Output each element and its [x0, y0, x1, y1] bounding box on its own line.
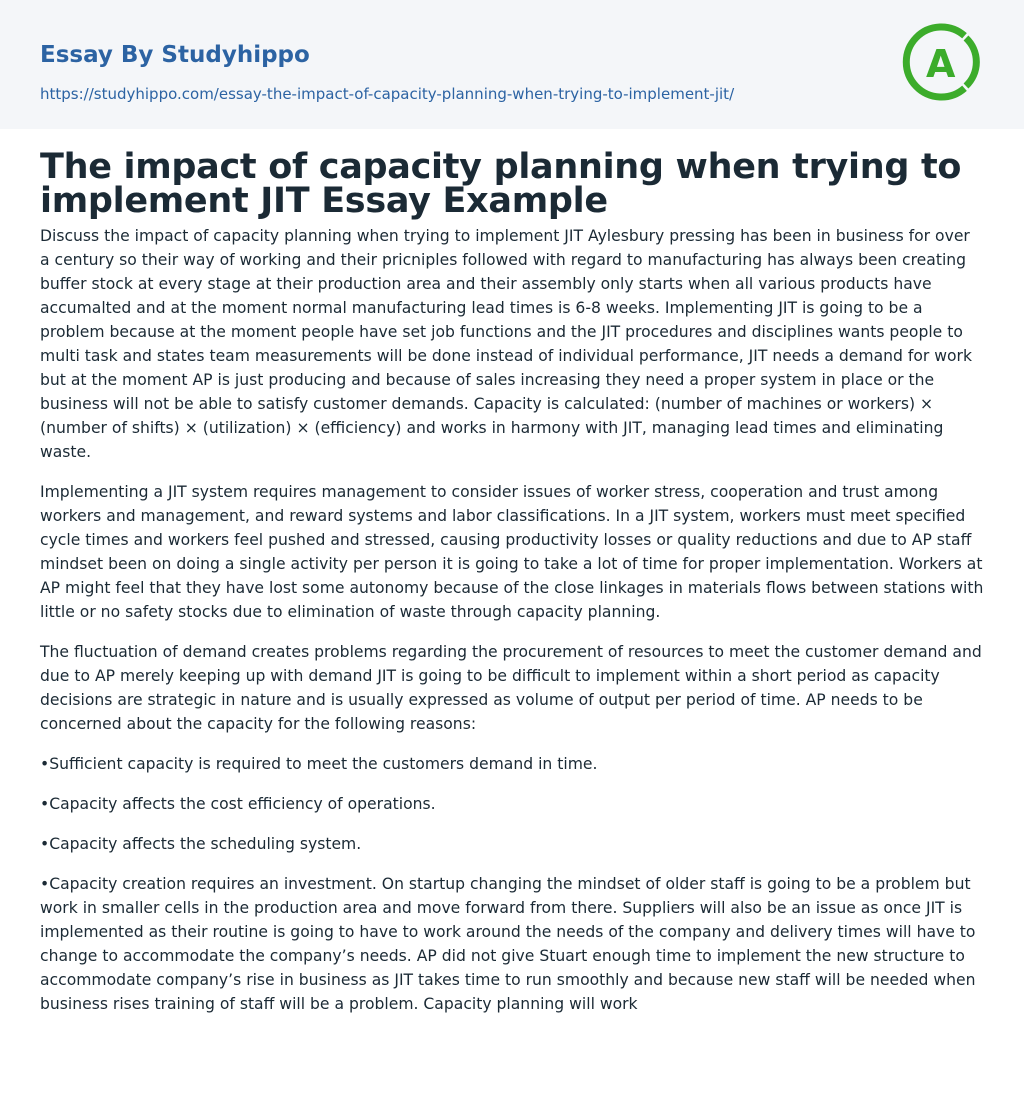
article-paragraph: Discuss the impact of capacity planning when trying to implement JIT Aylesbury pressing has been in business for over a century so their way of working and their pricniples followed with regard to manufacturing has always been creating buffer stock at every stage at their production area and their assembly only starts when all various products have accumalted and at the moment normal manufacturing lead times is 6-8 weeks. Implementing JIT is going to be a problem because at the moment people have set job functions and the JIT procedures and disciplines wants people to multi task and states team measurements will be done instead of individual performance, JIT needs a demand for work but at the moment AP is just producing and because of sales increasing they need a proper system in place or the business will not be able to satisfy customer demands. Capacity is calculated: (number of machines or workers) × (number of shifts) × (utilization) × (efficiency) and works in harmony with JIT, managing lead times and eliminating waste.: [40, 227, 972, 461]
bullet-item: •Capacity affects the cost efficiency of operations.: [40, 795, 436, 813]
article-paragraph: Implementing a JIT system requires management to consider issues of worker stress, cooperation and trust among workers and management, and reward systems and labor classifications. In a JIT system, workers must meet specified cycle times and workers feel pushed and stressed, causing productivity losses or quality reductions and due to AP staff mindset been on doing a single activity per person it is going to take a lot of time for proper implementation. Workers at AP might feel that they have lost some autonomy because of the close linkages in materials flows between stations with little or no safety stocks due to elimination of waste through capacity planning.: [40, 483, 984, 621]
site-header: [0, 0, 1024, 129]
bullet-item: •Sufficient capacity is required to meet the customers demand in time.: [40, 755, 598, 773]
site-brand[interactable]: Essay By Studyhippo: [40, 42, 310, 68]
essay-url-link[interactable]: https://studyhippo.com/essay-the-impact-of-capacity-planning-when-trying-to-implement-jit/: [40, 85, 735, 103]
article-content: [0, 147, 1024, 1016]
studyhippo-logo-icon[interactable]: [900, 20, 984, 104]
page-title: The impact of capacity planning when trying to implement JIT Essay Example: [40, 147, 962, 221]
bullet-item: •Capacity affects the scheduling system.: [40, 835, 362, 853]
bullet-item: •Capacity creation requires an investment. On startup changing the mindset of older staff is going to be a problem but work in smaller cells in the production area and move forward from there. Suppliers will also be an issue as once JIT is implemented as their routine is going to have to work around the needs of the company and delivery times will have to change to accommodate the company’s needs. AP did not give Stuart enough time to implement the new structure to accommodate company’s rise in business as JIT takes time to run smoothly and because new staff will be needed when business rises training of staff will be a problem. Capacity planning will work: [40, 875, 976, 1013]
article-paragraph: The fluctuation of demand creates problems regarding the procurement of resources to meet the customer demand and due to AP merely keeping up with demand JIT is going to be difficult to implement within a short period as capacity decisions are strategic in nature and is usually expressed as volume of output per period of time. AP needs to be concerned about the capacity for the following reasons:: [40, 643, 982, 733]
svg-text:A: A: [926, 42, 956, 86]
